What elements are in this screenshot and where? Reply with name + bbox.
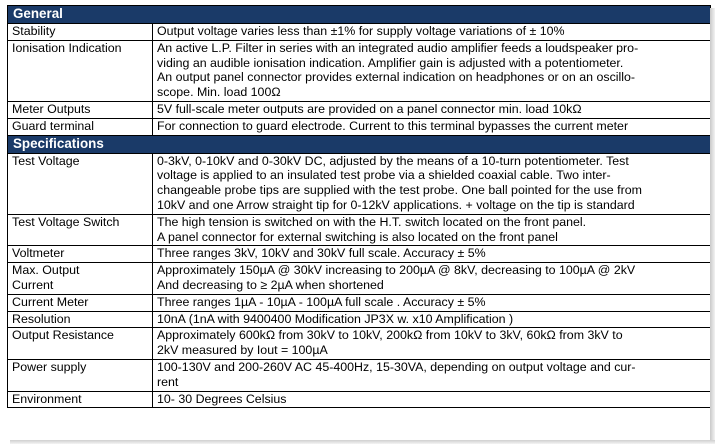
spec-row [8, 311, 711, 328]
spec-label: Current Meter [8, 294, 153, 311]
spec-table [7, 5, 711, 408]
section-title: General [8, 6, 711, 24]
spec-label: Ionisation Indication [8, 40, 153, 101]
spec-label: Voltmeter [8, 246, 153, 263]
spec-sheet [7, 5, 710, 408]
spec-label: Power supply [8, 359, 153, 391]
spec-row [8, 263, 711, 295]
spec-label: Stability [8, 24, 153, 41]
spec-value: 100-130V and 200-260V AC 45-400Hz, 15-30VA, depending on output voltage and cur- rent [153, 359, 711, 391]
spec-row [8, 359, 711, 391]
spec-row [8, 214, 711, 246]
spec-label: Max. Output Current [8, 263, 153, 295]
spec-row [8, 391, 711, 408]
section-header-row [8, 135, 711, 153]
spec-row [8, 101, 711, 118]
section-title: Specifications [8, 135, 711, 153]
spec-label: Test Voltage [8, 153, 153, 214]
spec-value: Approximately 150µA @ 30kV increasing to 200µA @ 8kV, decreasing to 100µA @ 2kV And decreasing to ≥ 2µA when shortened [153, 263, 711, 295]
section-header-row [8, 6, 711, 24]
spec-label: Environment [8, 391, 153, 408]
spec-value: 5V full-scale meter outputs are provided on a panel connector min. load 10kΩ [153, 101, 711, 118]
spec-value: 10- 30 Degrees Celsius [153, 391, 711, 408]
spec-label: Guard terminal [8, 118, 153, 135]
page-shadow-bottom [10, 440, 715, 444]
spec-label: Resolution [8, 311, 153, 328]
spec-row [8, 294, 711, 311]
spec-row [8, 153, 711, 214]
spec-value: An active L.P. Filter in series with an integrated audio amplifier feeds a loudspeaker pro- viding an audible ionisation indication. Amplifier gain is adjusted with a potentiometer. An output panel connector provides external indication on headphones or on an oscillo- scope. Min. load 100Ω [153, 40, 711, 101]
spec-value: 10nA (1nA with 9400400 Modification JP3X w. x10 Amplification ) [153, 311, 711, 328]
spec-row [8, 40, 711, 101]
spec-value: For connection to guard electrode. Current to this terminal bypasses the current meter [153, 118, 711, 135]
spec-row [8, 118, 711, 135]
page-shadow-right [710, 8, 715, 440]
spec-table-body [8, 6, 711, 408]
spec-row [8, 24, 711, 41]
spec-label: Meter Outputs [8, 101, 153, 118]
spec-row [8, 328, 711, 360]
spec-label: Output Resistance [8, 328, 153, 360]
spec-value: The high tension is switched on with the H.T. switch located on the front panel. A panel connector for external switching is also located on the front panel [153, 214, 711, 246]
spec-value: Three ranges 1µA - 10µA - 100µA full scale . Accuracy ± 5% [153, 294, 711, 311]
spec-value: 0-3kV, 0-10kV and 0-30kV DC, adjusted by the means of a 10-turn potentiometer. Test voltage is applied to an insulated test probe via a shielded coaxial cable. Two inter- changeable probe tips are supplied with the test probe. One ball pointed for the use from 10kV and one Arrow straight tip for 0-12kV applications. + voltage on the tip is standard [153, 153, 711, 214]
spec-value: Approximately 600kΩ from 30kV to 10kV, 200kΩ from 10kV to 3kV, 60kΩ from 3kV to 2kV measured by Iout = 100µA [153, 328, 711, 360]
spec-value: Three ranges 3kV, 10kV and 30kV full scale. Accuracy ± 5% [153, 246, 711, 263]
spec-label: Test Voltage Switch [8, 214, 153, 246]
spec-row [8, 246, 711, 263]
spec-value: Output voltage varies less than ±1% for supply voltage variations of ± 10% [153, 24, 711, 41]
